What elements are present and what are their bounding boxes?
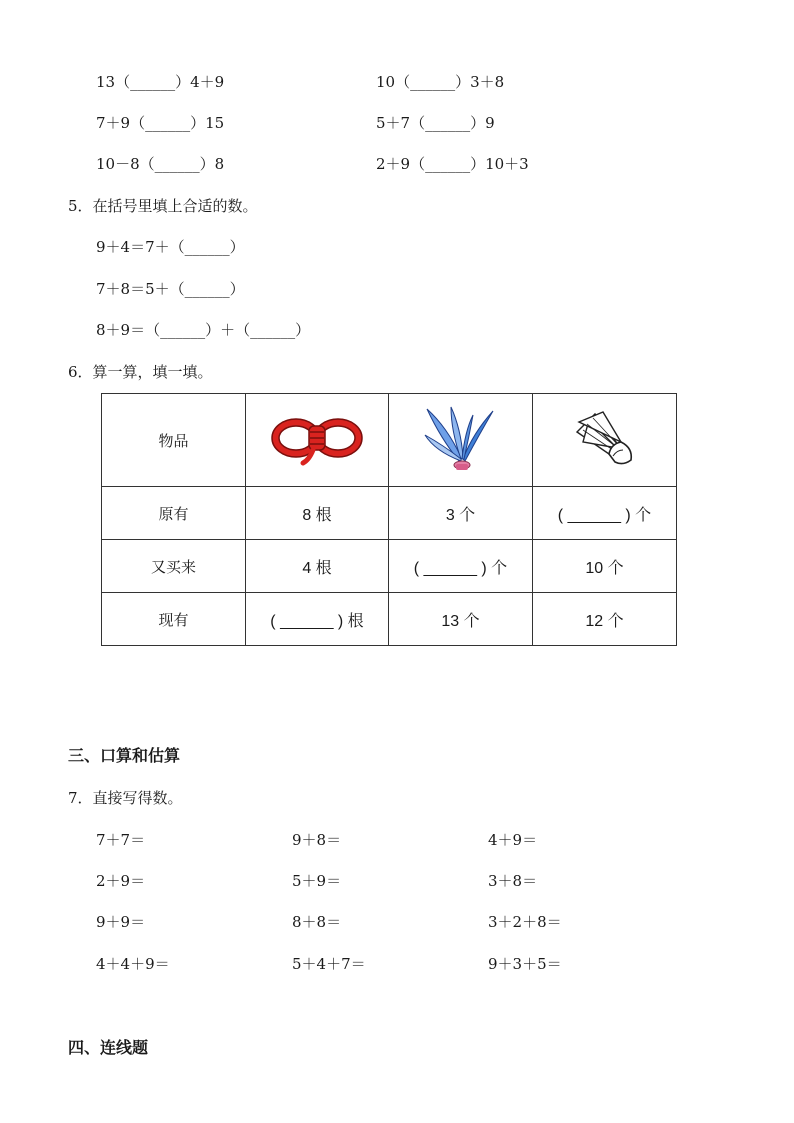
section-3-heading: 三、口算和估算 [68,746,181,765]
section-4-heading: 四、连线题 [68,1038,149,1057]
badminton-cell [533,394,677,487]
table-cell: 10 个 [533,540,677,593]
arithmetic-problem: 2＋9＝ [96,872,146,890]
arithmetic-problem: 3＋2＋8＝ [488,913,562,931]
items-table [101,393,677,646]
table-row [102,394,677,487]
table-cell: 8 根 [246,487,389,540]
arithmetic-problem: 8＋8＝ [292,913,342,931]
arithmetic-problem: 5＋4＋7＝ [292,955,366,973]
feather-shuttlecock-cell [389,394,533,487]
arithmetic-problem: 3＋8＝ [488,872,538,890]
arithmetic-problem: 9＋9＝ [96,913,146,931]
table-header-label: 物品 [102,394,246,487]
table-cell: 3 个 [389,487,533,540]
question-7-title: 7．直接写得数。 [68,789,183,807]
fill-in-problem: 9＋4＝7＋（______） [96,238,245,256]
rope-icon [269,408,365,468]
table-row [102,593,677,646]
compare-problem: 10－8（______）8 [96,155,225,173]
table-row [102,540,677,593]
arithmetic-problem: 9＋3＋5＝ [488,955,562,973]
table-cell: ( ______ ) 根 [246,593,389,646]
row-label: 现有 [102,593,246,646]
table-cell: 13 个 [389,593,533,646]
arithmetic-problem: 4＋9＝ [488,831,538,849]
question-6-title: 6．算一算，填一填。 [68,363,213,381]
table-cell: ( ______ ) 个 [533,487,677,540]
arithmetic-problem: 4＋4＋9＝ [96,955,170,973]
compare-problem: 13（______）4＋9 [96,73,225,91]
row-label: 原有 [102,487,246,540]
question-5-title: 5．在括号里填上合适的数。 [68,197,258,215]
compare-problem: 2＋9（______）10＋3 [376,155,529,173]
compare-problem: 5＋7（______）9 [376,114,495,132]
fill-in-problem: 7＋8＝5＋（______） [96,280,245,298]
table-cell: 4 根 [246,540,389,593]
badminton-shuttlecock-icon [573,408,637,468]
table-cell: ( ______ ) 个 [389,540,533,593]
compare-problem: 10（______）3＋8 [376,73,505,91]
table-cell: 12 个 [533,593,677,646]
fill-in-problem: 8＋9＝（______）＋（______） [96,321,311,339]
arithmetic-problem: 5＋9＝ [292,872,342,890]
row-label: 又买来 [102,540,246,593]
arithmetic-problem: 9＋8＝ [292,831,342,849]
arithmetic-problem: 7＋7＝ [96,831,146,849]
shuttlecock-feather-icon [421,401,501,475]
table-row [102,487,677,540]
compare-problem: 7＋9（______）15 [96,114,225,132]
rope-cell [246,394,389,487]
